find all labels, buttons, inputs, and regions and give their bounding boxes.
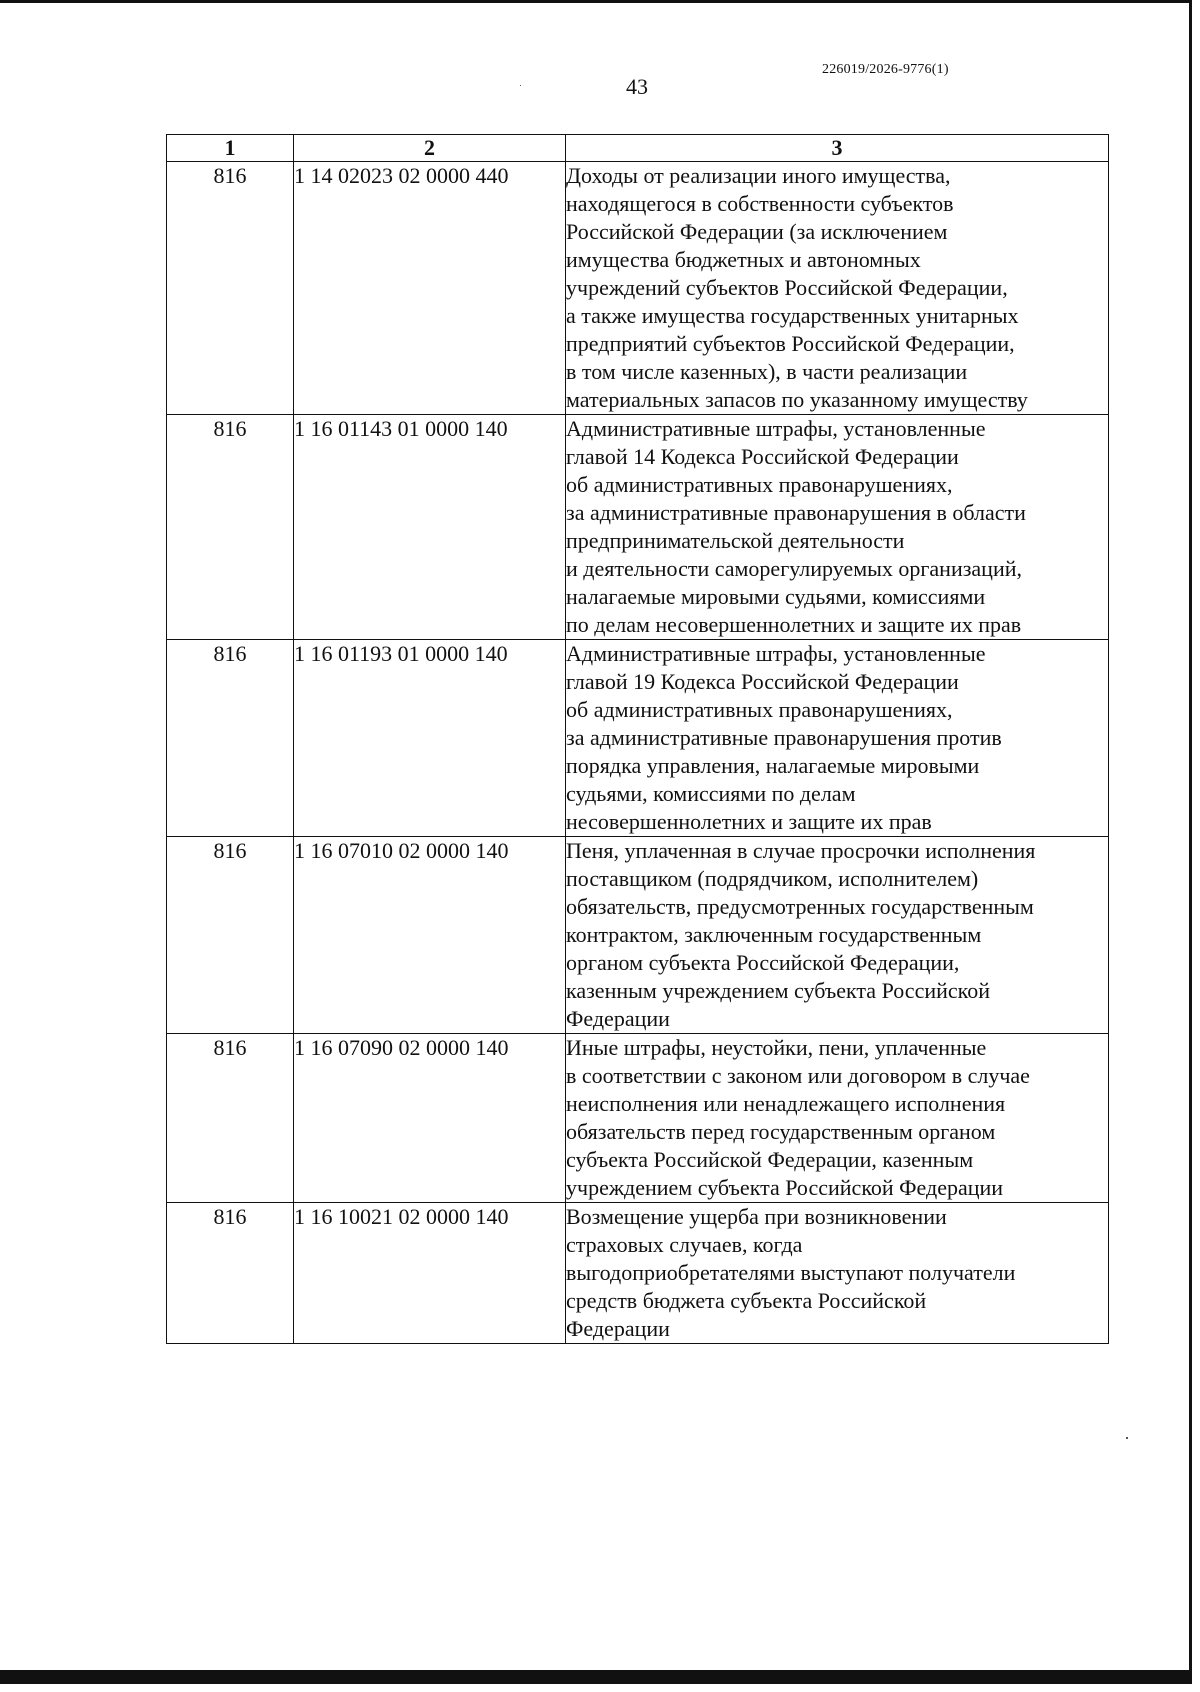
admin-code-cell: 816 [167, 1034, 294, 1203]
description-line: Иные штрафы, неустойки, пени, уплаченные [566, 1035, 987, 1060]
description-line: субъекта Российской Федерации, казенным [566, 1147, 974, 1172]
admin-code-cell: 816 [167, 1203, 294, 1344]
description-line: предприятий субъектов Российской Федерации, [566, 331, 1015, 356]
budget-classification-code-cell: 1 16 10021 02 0000 140 [294, 1203, 566, 1344]
revenue-description-cell [566, 415, 1109, 640]
table-row [167, 640, 1109, 837]
description-line: а также имущества государственных унитарных [566, 303, 1019, 328]
description-line: учреждений субъектов Российской Федерации, [566, 275, 1008, 300]
description-line: налагаемые мировыми судьями, комиссиями [566, 584, 986, 609]
description-line: Федерации [566, 1006, 670, 1031]
description-line: обязательств, предусмотренных государственным [566, 894, 1034, 919]
admin-code-cell: 816 [167, 640, 294, 837]
description-line: Возмещение ущерба при возникновении [566, 1204, 947, 1229]
description-line: и деятельности саморегулируемых организаций, [566, 556, 1023, 581]
description-line: Федерации [566, 1316, 670, 1341]
description-line: Административные штрафы, установленные [566, 416, 986, 441]
description-line: средств бюджета субъекта Российской [566, 1288, 927, 1313]
budget-classification-code-cell: 1 16 07090 02 0000 140 [294, 1034, 566, 1203]
revenue-description-cell [566, 162, 1109, 415]
description-line: об административных правонарушениях, [566, 472, 953, 497]
document-registration-number: 226019/2026-9776(1) [822, 62, 949, 77]
column-header-2: 2 [294, 135, 566, 162]
description-line: имущества бюджетных и автономных [566, 247, 921, 272]
description-line: учреждением субъекта Российской Федерации [566, 1175, 1004, 1200]
description-line: порядка управления, налагаемые мировыми [566, 753, 980, 778]
description-line: казенным учреждением субъекта Российской [566, 978, 990, 1003]
description-line: в соответствии с законом или договором в случае [566, 1063, 1030, 1088]
description-line: несовершеннолетних и защите их прав [566, 809, 932, 834]
description-line: страховых случаев, когда [566, 1232, 803, 1257]
page-number: 43 [626, 74, 648, 99]
description-line: судьями, комиссиями по делам [566, 781, 856, 806]
column-header-3: 3 [566, 135, 1109, 162]
scan-speck [520, 85, 521, 86]
description-line: Административные штрафы, установленные [566, 641, 986, 666]
admin-code-cell: 816 [167, 837, 294, 1034]
revenue-description-cell [566, 1034, 1109, 1203]
table-row [167, 1034, 1109, 1203]
description-line: за административные правонарушения против [566, 725, 1002, 750]
table-header-row [167, 135, 1109, 162]
description-line: Российской Федерации (за исключением [566, 219, 948, 244]
table-row [167, 837, 1109, 1034]
budget-classification-code-cell: 1 16 01143 01 0000 140 [294, 415, 566, 640]
description-line: главой 14 Кодекса Российской Федерации [566, 444, 959, 469]
description-line: Пеня, уплаченная в случае просрочки исполнения [566, 838, 1036, 863]
table-row [167, 415, 1109, 640]
description-line: находящегося в собственности субъектов [566, 191, 954, 216]
description-line: об административных правонарушениях, [566, 697, 953, 722]
description-line: материальных запасов по указанному имуществу [566, 387, 1028, 412]
revenue-codes-table [166, 134, 1109, 1344]
description-line: предпринимательской деятельности [566, 528, 905, 553]
description-line: за административные правонарушения в области [566, 500, 1026, 525]
column-header-1: 1 [167, 135, 294, 162]
description-line: в том числе казенных), в части реализации [566, 359, 968, 384]
description-line: Доходы от реализации иного имущества, [566, 163, 951, 188]
budget-classification-code-cell: 1 14 02023 02 0000 440 [294, 162, 566, 415]
description-line: контрактом, заключенным государственным [566, 922, 982, 947]
description-line: главой 19 Кодекса Российской Федерации [566, 669, 959, 694]
revenue-description-cell [566, 1203, 1109, 1344]
description-line: органом субъекта Российской Федерации, [566, 950, 960, 975]
revenue-description-cell [566, 837, 1109, 1034]
description-line: выгодоприобретателями выступают получатели [566, 1260, 1016, 1285]
admin-code-cell: 816 [167, 162, 294, 415]
description-line: по делам несовершеннолетних и защите их прав [566, 612, 1022, 637]
admin-code-cell: 816 [167, 415, 294, 640]
revenue-description-cell [566, 640, 1109, 837]
table-body [167, 162, 1109, 1344]
description-line: неисполнения или ненадлежащего исполнения [566, 1091, 1006, 1116]
description-line: обязательств перед государственным органом [566, 1119, 996, 1144]
scan-speck [1126, 1437, 1128, 1439]
budget-classification-code-cell: 1 16 01193 01 0000 140 [294, 640, 566, 837]
table-row [167, 162, 1109, 415]
budget-classification-code-cell: 1 16 07010 02 0000 140 [294, 837, 566, 1034]
description-line: поставщиком (подрядчиком, исполнителем) [566, 866, 979, 891]
table-row [167, 1203, 1109, 1344]
